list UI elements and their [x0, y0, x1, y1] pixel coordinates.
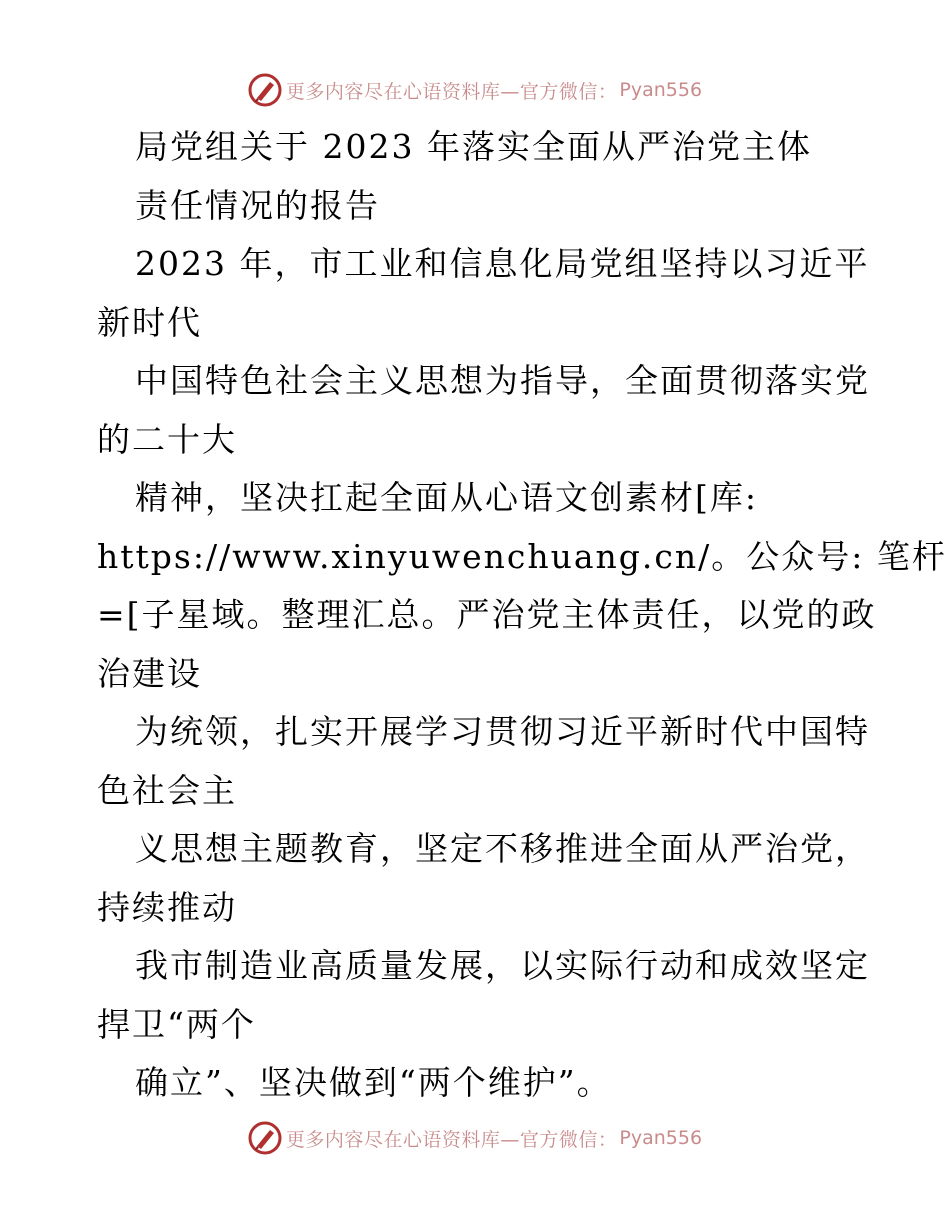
pen-logo-icon	[248, 1121, 282, 1155]
doc-line: 精神，坚决扛起全面从心语文创素材[库:	[135, 478, 758, 517]
doc-title-line-1: 局党组关于 2023 年落实全面从严治党主体	[135, 127, 812, 166]
doc-line: 我市制造业高质量发展，以实际行动和成效坚定	[135, 946, 870, 985]
pen-logo-icon	[248, 73, 282, 107]
doc-line: 为统领，扎实开展学习贯彻习近平新时代中国特	[135, 712, 870, 751]
doc-line: 中国特色社会主义思想为指导，全面贯彻落实党	[135, 361, 870, 400]
footer-banner-wechat: Pyan556	[619, 1127, 703, 1149]
doc-line: 2023 年，市工业和信息化局党组坚持以习近平	[135, 244, 870, 283]
doc-line: 确立”、坚决做到“两个维护”。	[135, 1063, 612, 1102]
doc-line-url: https://www.xinyuwenchuang.cn/。公众号: 笔杆	[97, 536, 947, 576]
doc-line: 捍卫“两个	[97, 1004, 256, 1044]
footer-banner-text: 更多内容尽在心语资料库—官方微信：	[285, 1128, 618, 1151]
doc-line: =[子星域。整理汇总。严治党主体责任，以党的政	[97, 595, 877, 634]
footer-banner	[0, 1118, 950, 1158]
document-body	[97, 118, 947, 1113]
header-banner-text: 更多内容尽在心语资料库—官方微信：	[285, 80, 618, 103]
doc-line: 的二十大	[97, 419, 237, 459]
doc-line: 治建设	[97, 653, 202, 693]
doc-line: 新时代	[97, 302, 202, 342]
header-banner-wechat: Pyan556	[619, 79, 703, 101]
header-banner	[0, 70, 950, 110]
doc-title-line-2: 责任情况的报告	[135, 185, 380, 225]
doc-line: 义思想主题教育，坚定不移推进全面从严治党，	[135, 829, 870, 868]
doc-line: 持续推动	[97, 887, 237, 927]
doc-line: 色社会主	[97, 770, 237, 810]
